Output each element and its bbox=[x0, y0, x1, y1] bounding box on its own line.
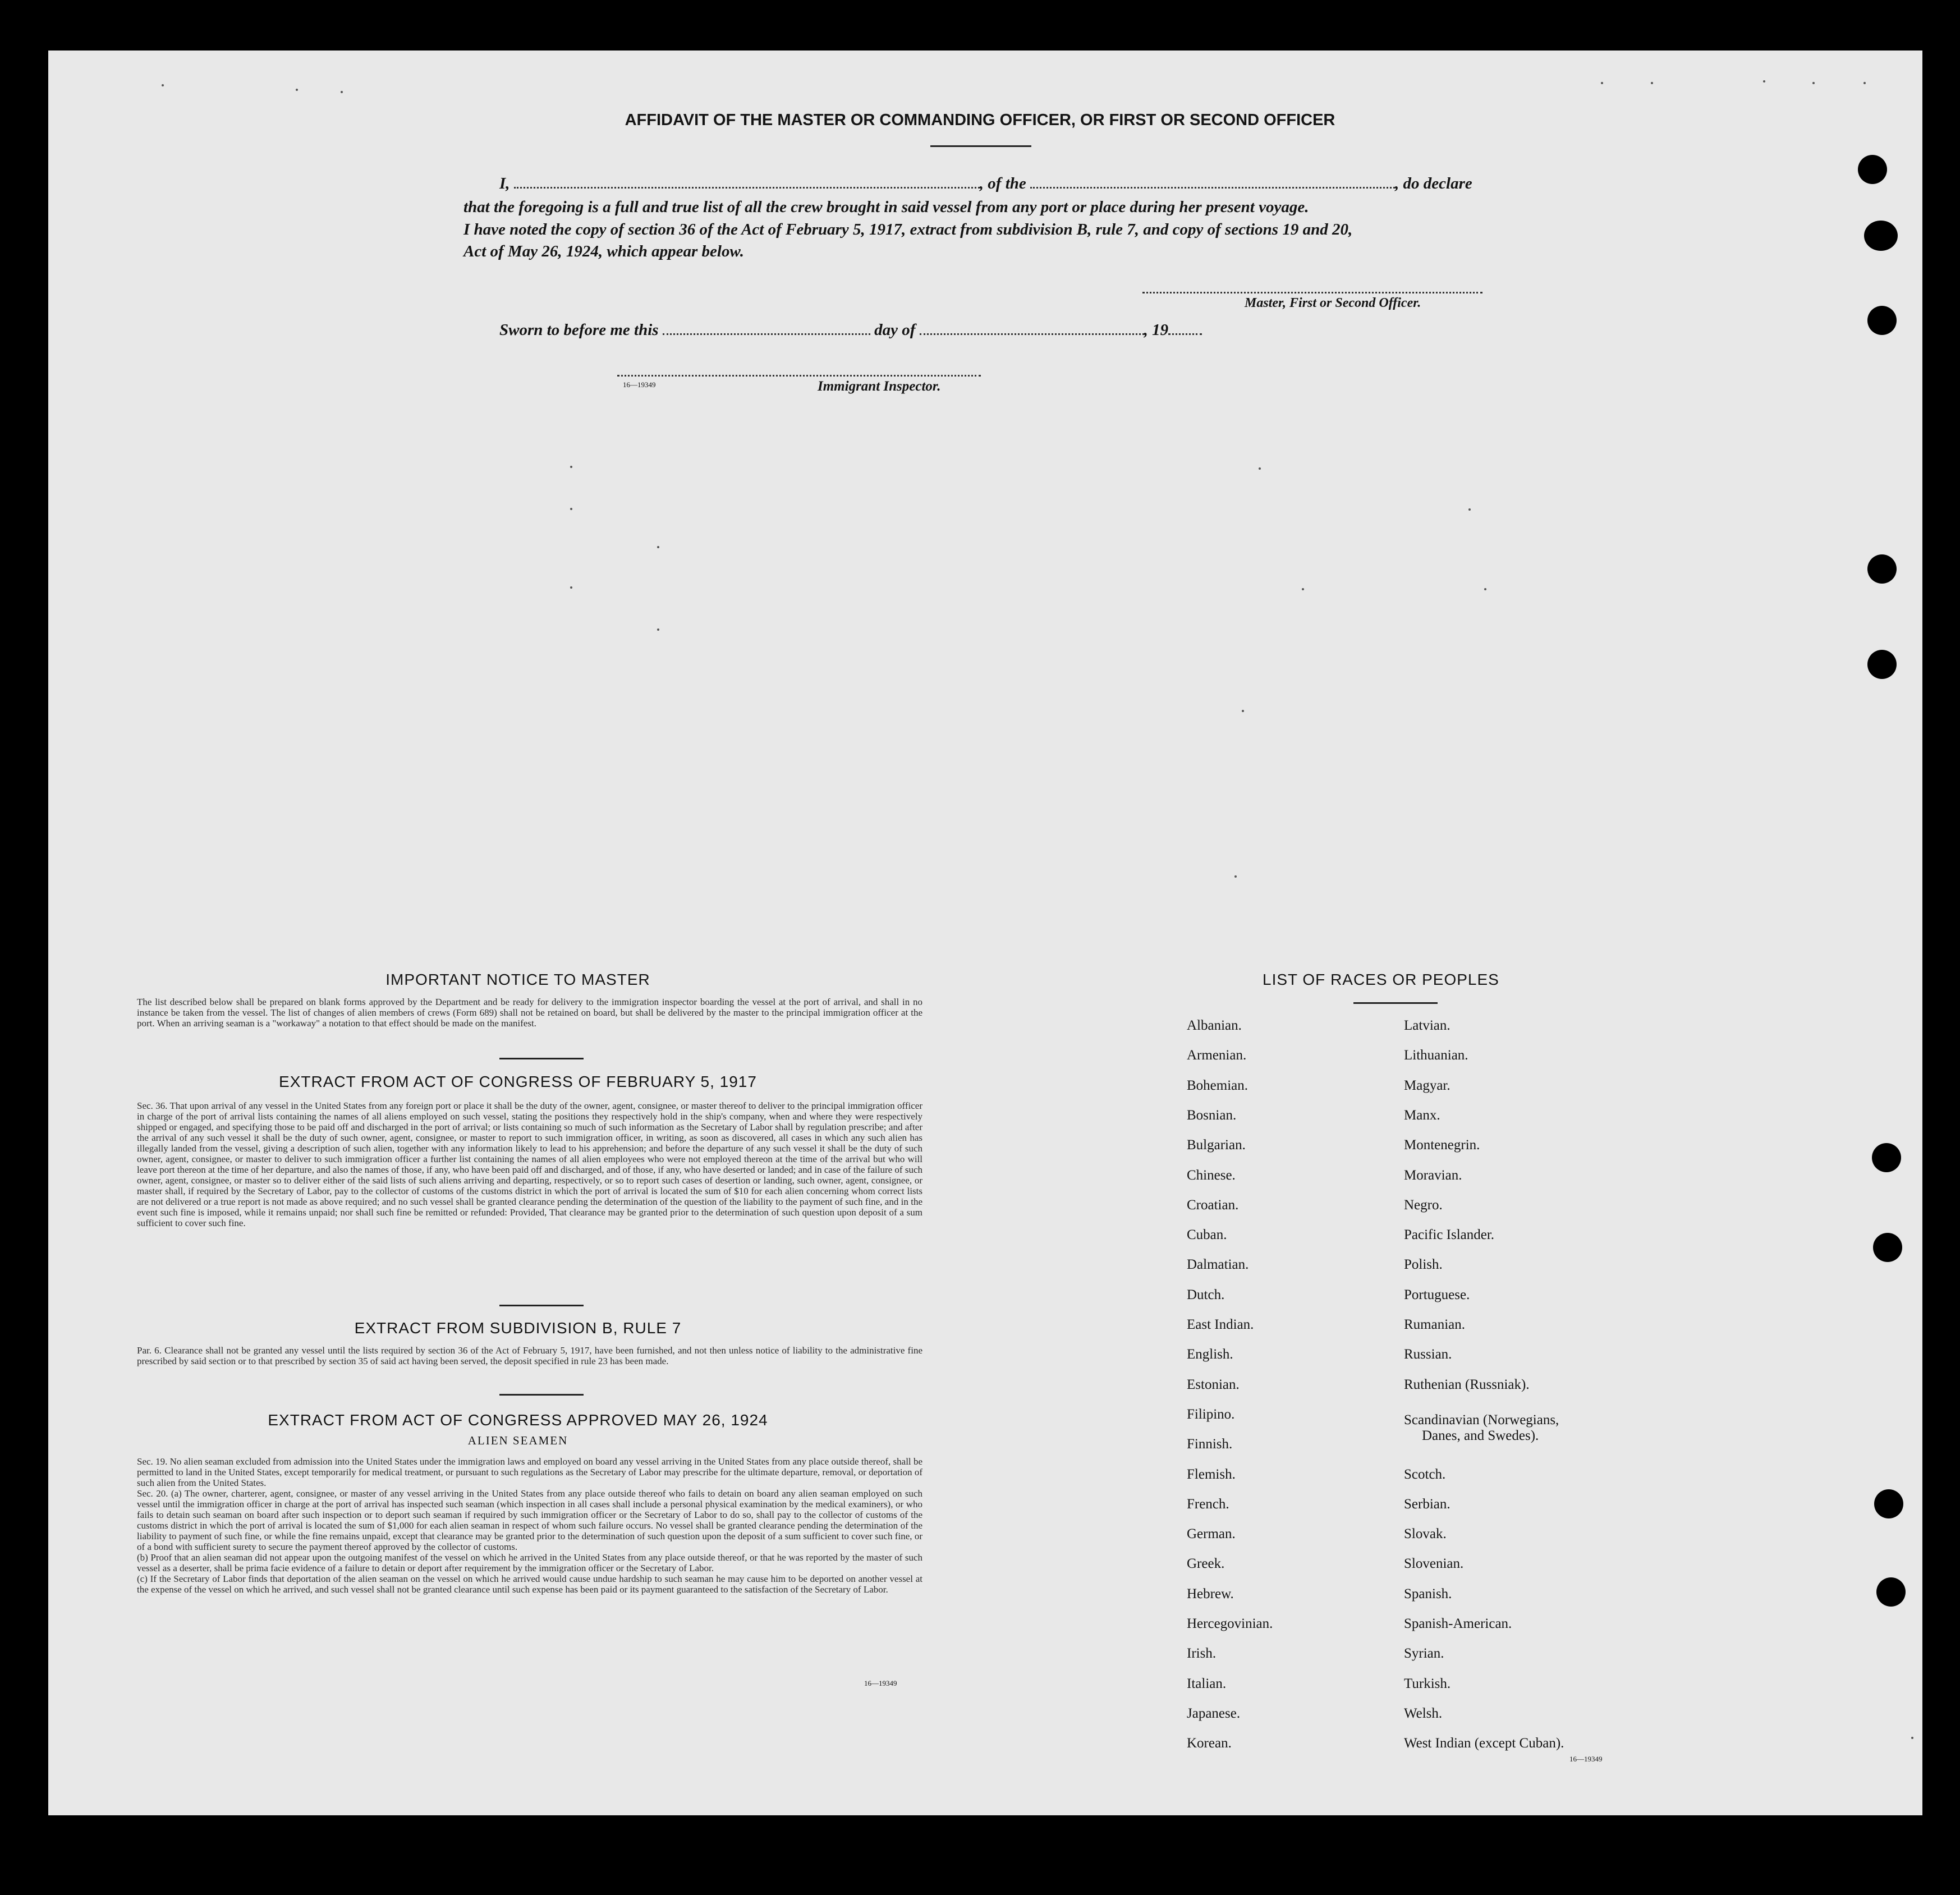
race-entry: Latvian. bbox=[1404, 1018, 1451, 1033]
race-entry: Spanish-American. bbox=[1404, 1616, 1512, 1631]
races-form-number: 16—19349 bbox=[1569, 1755, 1603, 1763]
speck bbox=[1484, 588, 1486, 590]
race-entry: Estonian. bbox=[1187, 1377, 1240, 1392]
notice-title: IMPORTANT NOTICE TO MASTER bbox=[385, 971, 650, 988]
extract-1924-subtitle: ALIEN SEAMEN bbox=[467, 1434, 568, 1447]
race-entry: Polish. bbox=[1404, 1257, 1443, 1272]
sec-20b-text: (b) Proof that an alien seaman did not appear upon the outgoing manifest of the vessel on which he arrived in the United States from any place outside thereof, or that he was reported by the master of such vessel as a deserter, shall be prima facie evidence of a failure to detain or deport after requirement by the immigration officer or the Secretary of Labor. bbox=[137, 1552, 922, 1573]
punch-hole bbox=[1872, 1143, 1901, 1172]
speck bbox=[570, 466, 572, 468]
speck bbox=[296, 89, 298, 91]
punch-hole bbox=[1874, 1489, 1903, 1518]
races-title-underline bbox=[1353, 1002, 1438, 1004]
sworn-day-blank[interactable] bbox=[663, 333, 870, 335]
race-entry: Danes, and Swedes). bbox=[1422, 1428, 1539, 1443]
race-entry: Turkish. bbox=[1404, 1676, 1451, 1691]
speck bbox=[341, 91, 343, 93]
race-entry: Slovak. bbox=[1404, 1526, 1447, 1541]
master-signature-line[interactable] bbox=[1142, 292, 1482, 293]
races-title: LIST OF RACES OR PEOPLES bbox=[1263, 971, 1499, 988]
race-entry: Scandinavian (Norwegians, bbox=[1404, 1412, 1559, 1428]
declaration-i: I, bbox=[499, 175, 510, 192]
race-entry: Rumanian. bbox=[1404, 1317, 1466, 1332]
race-entry: French. bbox=[1187, 1497, 1229, 1512]
speck bbox=[1863, 82, 1866, 84]
inspector-form-number: 16—19349 bbox=[623, 380, 656, 389]
extract-1924-body bbox=[137, 1456, 922, 1595]
declaration-line-1 bbox=[499, 175, 1504, 193]
race-entry: Korean. bbox=[1187, 1736, 1232, 1751]
sworn-prefix: Sworn to before me this bbox=[499, 321, 659, 339]
race-entry: Bosnian. bbox=[1187, 1108, 1237, 1123]
race-entry: Croatian. bbox=[1187, 1197, 1239, 1213]
speck bbox=[1601, 82, 1603, 84]
race-entry: Chinese. bbox=[1187, 1168, 1236, 1183]
race-entry: Greek. bbox=[1187, 1556, 1225, 1571]
speck bbox=[1468, 508, 1471, 511]
race-entry: Dutch. bbox=[1187, 1287, 1225, 1302]
extract-rule7-title: EXTRACT FROM SUBDIVISION B, RULE 7 bbox=[354, 1319, 682, 1337]
section-divider bbox=[499, 1058, 584, 1059]
punch-hole bbox=[1867, 306, 1897, 335]
race-entry: Serbian. bbox=[1404, 1497, 1451, 1512]
speck bbox=[570, 586, 572, 589]
race-entry: Ruthenian (Russniak). bbox=[1404, 1377, 1530, 1392]
punch-hole bbox=[1867, 650, 1897, 679]
sec-20a-text: Sec. 20. (a) The owner, charterer, agent, consignee, or master of any vessel arriving in the United States from any place outside thereof who fails to detain on board any alien seaman employed on such vessel until the immigration officer in charge at the port of arrival has inspected such seaman (which inspection in all cases shall include a personal physical examination by the medical examiners), or who fails to detain such seaman on board after such inspection or to deport such seaman if required by such immigration officer or the Secretary of Labor to do so, shall pay to the collector of customs of the customs district in which the port of arrival is located the sum of $1,000 for each alien seaman in respect of whom such failure occurs. No vessel shall be granted clearance pending the determination of the liability to payment of such fine, or while the fine remains unpaid, except that clearance may be granted prior to the determination of such question upon the deposit of a sum sufficient to cover such fine, or of a bond with sufficient surety to secure the payment thereof approved by the collector of customs. bbox=[137, 1488, 922, 1552]
sworn-year-blank[interactable] bbox=[1168, 333, 1202, 335]
race-entry: Negro. bbox=[1404, 1197, 1443, 1213]
punch-hole bbox=[1867, 554, 1897, 584]
sec-19-text: Sec. 19. No alien seaman excluded from admission into the United States under the immigration laws and employed on board any vessel arriving in the United States from any place outside thereof, shall be permitted to land in the United States, except temporarily for medical treatment, or pursuant to such regulations as the Secretary of Labor may prescribe for the ultimate departure, removal, or deportation of such alien from the United States. bbox=[137, 1456, 922, 1488]
race-entry: Moravian. bbox=[1404, 1168, 1462, 1183]
speck bbox=[1812, 82, 1815, 84]
race-entry: Hebrew. bbox=[1187, 1586, 1234, 1602]
extract-1917-title: EXTRACT FROM ACT OF CONGRESS OF FEBRUARY 5, 1917 bbox=[279, 1073, 757, 1090]
sworn-month-blank[interactable] bbox=[920, 333, 1144, 335]
race-entry: Finnish. bbox=[1187, 1437, 1233, 1452]
speck bbox=[162, 84, 164, 86]
race-entry: Dalmatian. bbox=[1187, 1257, 1249, 1272]
punch-hole bbox=[1876, 1577, 1906, 1607]
race-entry: Filipino. bbox=[1187, 1407, 1235, 1422]
speck bbox=[1242, 710, 1244, 712]
notice-body: The list described below shall be prepared on blank forms approved by the Department and be ready for delivery to the immigration inspector boarding the vessel at the port of arrival, and shall in no instance be taken from the vessel. The list of changes of alien members of crews (Form 689) shall not be retained on board, but shall be delivered by the master to the principal immigration officer at the port. When an arriving seaman is a "workaway" a notation to that effect should be made on the manifest. bbox=[137, 997, 922, 1029]
sworn-line bbox=[499, 321, 1202, 339]
speck bbox=[1911, 1737, 1913, 1739]
race-entry: Irish. bbox=[1187, 1646, 1217, 1661]
race-entry: East Indian. bbox=[1187, 1317, 1254, 1332]
race-entry: Italian. bbox=[1187, 1676, 1227, 1691]
race-entry: Albanian. bbox=[1187, 1018, 1242, 1033]
affidavit-title: AFFIDAVIT OF THE MASTER OR COMMANDING OFFICER, OR FIRST OR SECOND OFFICER bbox=[625, 111, 1335, 129]
race-entry: Japanese. bbox=[1187, 1706, 1241, 1721]
punch-hole bbox=[1864, 221, 1898, 251]
race-entry: Pacific Islander. bbox=[1404, 1227, 1495, 1242]
race-entry: Cuban. bbox=[1187, 1227, 1227, 1242]
extract-form-number: 16—19349 bbox=[864, 1679, 897, 1687]
speck bbox=[657, 546, 659, 548]
speck bbox=[1651, 82, 1653, 84]
race-entry: Spanish. bbox=[1404, 1586, 1452, 1602]
title-underline bbox=[930, 145, 1031, 147]
speck bbox=[1259, 467, 1261, 470]
speck bbox=[657, 628, 659, 631]
race-entry: Syrian. bbox=[1404, 1646, 1444, 1661]
race-entry: Welsh. bbox=[1404, 1706, 1443, 1721]
declaration-of-the: , of the bbox=[979, 175, 1026, 192]
section-divider bbox=[499, 1394, 584, 1396]
race-entry: Bulgarian. bbox=[1187, 1137, 1246, 1153]
race-entry: Scotch. bbox=[1404, 1467, 1446, 1482]
section-divider bbox=[499, 1305, 584, 1306]
race-entry: Montenegrin. bbox=[1404, 1137, 1480, 1153]
race-entry: Hercegovinian. bbox=[1187, 1616, 1273, 1631]
declaration-line-4: Act of May 26, 1924, which appear below. bbox=[463, 242, 744, 260]
vessel-blank[interactable] bbox=[1030, 187, 1395, 189]
sec-20c-text: (c) If the Secretary of Labor finds that deportation of the alien seaman on the vessel on which he arrived would cause undue hardship to such seaman he may cause him to be deported on another vessel at the expense of the vessel on which he arrived, and such vessel shall not be granted clearance until such expense has been paid or its payment guaranteed to the satisfaction of the Secretary of Labor. bbox=[137, 1573, 922, 1595]
punch-hole bbox=[1858, 155, 1887, 184]
master-signature-label: Master, First or Second Officer. bbox=[1245, 296, 1421, 310]
race-entry: Slovenian. bbox=[1404, 1556, 1464, 1571]
race-entry: Portuguese. bbox=[1404, 1287, 1470, 1302]
race-entry: Lithuanian. bbox=[1404, 1048, 1468, 1063]
declaration-line-3: I have noted the copy of section 36 of the Act of February 5, 1917, extract from subdivision B, rule 7, and copy of sections 19 and 20, bbox=[463, 221, 1353, 238]
name-blank[interactable] bbox=[514, 187, 980, 189]
race-entry: Russian. bbox=[1404, 1347, 1452, 1362]
extract-1917-body: Sec. 36. That upon arrival of any vessel in the United States from any foreign port or place it shall be the duty of the owner, agent, consignee, or master thereof to deliver to the principal immigration officer in charge of the port of arrival lists containing the names of all aliens employed on such vessel, stating the positions they respectively hold in the ship's company, when and where they were respectively shipped or engaged, and specifying those to be paid off and discharged in the port of arrival; or lists containing so much of such information as the Secretary of Labor shall by regulation prescribe; and after the arrival of any such vessel it shall be the duty of such owner, agent, consignee, or master to report to such immigration officer, in writing, as soon as discovered, all cases in which any such alien has illegally landed from the vessel, giving a description of such alien, together with any information likely to lead to his apprehension; and before the departure of any such vessel it shall be the duty of such owner, agent, consignee, or master to deliver to such immigration officer a further list containing the names of all alien employees who were not employed thereon at the time of the arrival but who will leave port thereon at the time of her departure, and also the names of those, if any, who have been paid off and discharged, and of those, if any, who have deserted or landed; and in case of the failure of such owner, agent, consignee, or master so to deliver either of the said lists of such aliens arriving and departing, respectively, or so to report such cases of desertion or landing, such owner, agent, consignee, or master shall, if required by the Secretary of Labor, pay to the collector of customs of the customs district in which the port of arrival is located the sum of $10 for each alien concerning whom correct lists are not delivered or a true report is not made as above required; and no such vessel shall be granted clearance pending the determination of the question of the liability to the payment of such fine, and in the event such fine is imposed, while it remains unpaid; nor shall such fine be remitted or refunded: Provided, That clearance may be granted prior to the determination of such question upon deposit of a sum sufficient to cover such fine. bbox=[137, 1100, 922, 1228]
race-entry: Magyar. bbox=[1404, 1078, 1451, 1093]
inspector-label: Immigrant Inspector. bbox=[818, 379, 941, 394]
speck bbox=[1302, 588, 1304, 590]
speck bbox=[1763, 80, 1765, 82]
punch-hole bbox=[1873, 1233, 1902, 1262]
sworn-day-of: day of bbox=[874, 321, 916, 339]
speck bbox=[570, 508, 572, 510]
race-entry: Flemish. bbox=[1187, 1467, 1236, 1482]
race-entry: Armenian. bbox=[1187, 1048, 1247, 1063]
speck bbox=[1234, 875, 1237, 878]
sworn-year: , 19 bbox=[1144, 321, 1169, 339]
inspector-signature-line[interactable] bbox=[617, 375, 981, 377]
declaration-do-declare: , do declare bbox=[1395, 175, 1472, 192]
race-entry: German. bbox=[1187, 1526, 1236, 1541]
race-entry: Manx. bbox=[1404, 1108, 1440, 1123]
race-entry: English. bbox=[1187, 1347, 1233, 1362]
extract-rule7-body: Par. 6. Clearance shall not be granted any vessel until the lists required by section 36 of the Act of February 5, 1917, have been furnished, and not then unless notice of liability to the administrative fine prescribed by said section or to that prescribed by section 35 of said act having been served, the deposit specified in rule 23 has been made. bbox=[137, 1345, 922, 1366]
declaration-line-2: that the foregoing is a full and true list of all the crew brought in said vessel from any port or place during her present voyage. bbox=[463, 198, 1309, 216]
extract-1924-title: EXTRACT FROM ACT OF CONGRESS APPROVED MAY 26, 1924 bbox=[268, 1411, 768, 1429]
race-entry: Bohemian. bbox=[1187, 1078, 1248, 1093]
race-entry: West Indian (except Cuban). bbox=[1404, 1736, 1564, 1751]
